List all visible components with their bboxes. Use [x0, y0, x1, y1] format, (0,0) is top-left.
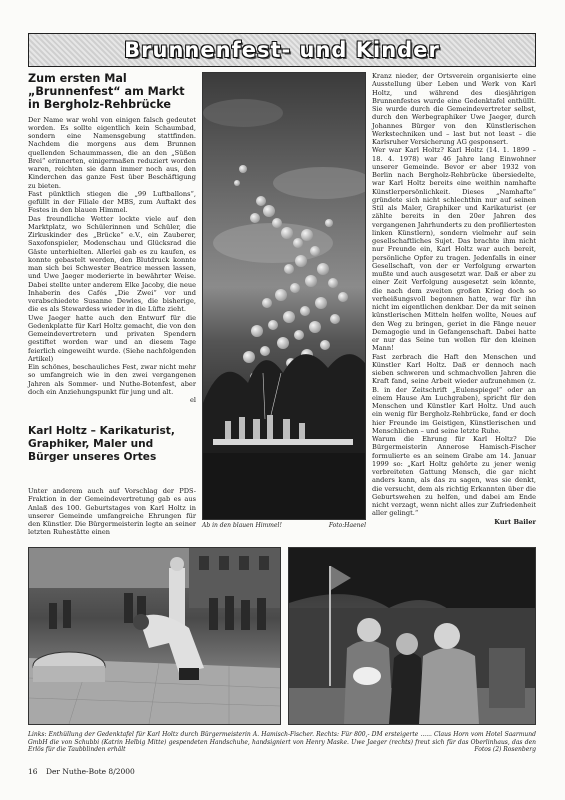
article1-headline: Zum ersten Mal „Brunnenfest“ am Markt in Bergholz-Rehbrücke: [28, 72, 185, 112]
banner-title: Brunnenfest- und Kinder: [124, 38, 440, 62]
auction-gloves-illustration: [289, 548, 535, 724]
article2-signature: Kurt Bailer: [494, 517, 536, 526]
publication-name: Der Nuthe-Bote 8/2000: [45, 767, 135, 776]
article1-paragraph: Der Name war wohl von einigen falsch gedeutet worden. Es sollte eigentlich kein Schaumbad, sondern eine Namensgebung stattfinden. Nachdem die morgens aus dem Brunnen quellenden Schaummassen, die an den „Süßen Brei“ erinnerten, einigermaßen reduziert worden waren, reichten sie dann immer noch aus, den Kinderchen das ganze Fest über Beschäftigung zu bieten.: [28, 115, 196, 190]
article1-paragraph: Ein schönes, beschauliches Fest, zwar nicht mehr so umfangreich wie in den zwei vergangenen Jahren als Sommer- und Nuthe-Botenfest, aber doch ein Anziehungspunkt für jung und alt.: [28, 363, 196, 396]
article1-paragraph: Uwe Jaeger hatte auch den Entwurf für die Gedenkplatte für Karl Holtz gemacht, die von den Gemeindevertretern und privaten Spendern gestiftet worden war und an diesem Tage feierlich eingeweiht wurde. (Siehe nachfolgenden Artikel): [28, 313, 196, 363]
article2-paragraph: Wer war Karl Holtz? Karl Holtz (14. 1. 1899 – 18. 4. 1978) war 46 Jahre lang Einwohner unserer Gemeinde. Bevor er aber 1932 von Berlin nach Bergholz-Rehbrücke übersiedelte, war Karl Holtz bereits eine weithin namhafte Künstlerpersönlichkeit. Dieses „Namhafte“ gründete sich nicht schlechthin nur auf seinen Stil als Maler, Graphiker und Karikaturist (er zählte bereits in den 20er Jahren des vergangenen Jahrhunderts zu den profiliertesten linken Künstlern), sondern vielmehr auf sein gesellschaftliches Sujet. Das brachte ihm nicht nur Freunde ein, Karl Holtz war auch bereit, persönliche Opfer zu tragen. Jedenfalls in einer Gesellschaft, von der er Verfolgung erwarten mußte und auch ausgesetzt war. Daß er aber zu einer Zeit Verfolgung ausgesetzt sein könnte, die nach dem zweiten großen Krieg doch so verheißungsvoll begonnen hatte, war für ihn nicht im eigentlichen denkbar. Der da mit seinen künstlerischen Mitteln helfen wollte, Neues auf den Weg zu bringen, geriet in die Fänge neuer Demagogie und in Gefangenschaft. Dabei hatte er nur das Seine tun wollen für den kleinen Mann!: [372, 146, 536, 353]
bottom-photos-caption: [28, 731, 536, 754]
article2-paragraph: Kranz nieder, der Ortsverein organisierte eine Ausstellung über Leben und Werk von Karl Holtz, und während des diesjährigen Brunnenfestes wurde eine Gedenktafel enthüllt. Sie wurde durch die Gemeindevertreter selbst, durch den Werbegraphiker Uwe Jaeger, durch Johannes Bürger von den Künstlerischen Werkstechniken und – last but not least – die Karlsruher Versicherung AG gesponsert.: [372, 72, 536, 146]
bottom-caption-text: Links: Enthüllung der Gedenktafel für Karl Holtz durch Bürgermeisterin A. Hamisch-Fischer. Rechts: Für 800,- DM ersteigerte ...... Claus Horn vom Hotel Saarmund GmbH die von Schubbi (Katrin Helbig Mitte) gespendeten Handschuhe, handsigniert von Henry Maske. Uwe Jaeger (rechts) freut sich für das Oberlinhaus, das den Erlös für die Taubblinden erhält: [28, 731, 536, 754]
page-footer: [28, 767, 141, 776]
balloons-photo-illustration: [203, 73, 365, 519]
balloons-caption-text: Ab in den blauen Himmel!: [202, 522, 282, 529]
plaque-unveiling-photo: [28, 547, 281, 725]
balloons-photo: [202, 72, 366, 520]
article-brunnenfest: [28, 72, 196, 404]
article2-body: [28, 487, 196, 537]
article1-paragraph: Das freundliche Wetter lockte viele auf den Marktplatz, wo Schülerinnen und Schüler, die Zirkuskinder des „Brücke“ e.V., ein Zauberer, Saxofonspieler, Modenschau und Glücksrad die Gäste unterhielten. Allerlei gab es zu kaufen, es konnte gebastelt werden, den Blutdruck konnte man sich bei Schwester Beatrice messen lassen, und Uwe Jaeger moderierte in bewährter Weise. Dabei stellte unter anderem Elke Jacoby, die neue Inhaberin des Cafés „Die Zwei“ vor und verabschiedete Susanne Dewies, die bisherige, die es als Stewardess wieder in die Lüfte zieht.: [28, 214, 196, 314]
article-karl-holtz-heading: [28, 425, 196, 470]
article2-headline: Karl Holtz – Karikaturist, Graphiker, Maler und Bürger unseres Ortes: [28, 425, 175, 463]
article1-signature: el: [189, 396, 196, 405]
section-banner: [28, 33, 536, 67]
page-number: 16: [28, 767, 38, 776]
article2-paragraph: Warum die Ehrung für Karl Holtz? Die Bürgermeisterin Annerose Hamisch-Fischer formulierte es an seinem Grabe am 14. Januar 1999 so: „Karl Holtz gehörte zu jener wenig verbreiteten Gattung Mensch, die gar nicht anders kann, als das zu sagen, was sie denkt, die versucht, dem als richtig Erkannten über die Geburtswehen zu helfen, und dabei am Ende nicht verzagt, wenn nicht alles zur Zufriedenheit aller gelingt.“: [372, 435, 536, 518]
article2-continuation: [372, 72, 536, 526]
plaque-unveiling-illustration: [29, 548, 280, 724]
balloons-caption: [202, 522, 366, 529]
article1-paragraph: Fast pünktlich stiegen die „99 Luftballons“, gefüllt in der Filiale der MBS, zum Auftakt des Festes in den blauen Himmel.: [28, 189, 196, 215]
balloons-caption-credit: Foto:Haenel: [328, 522, 366, 529]
article2-paragraph: Fast zerbrach die Haft den Menschen und Künstler Karl Holtz. Daß er dennoch nach sieben schweren und schmachvollen Jahren die Kraft fand, seine Arbeit wieder aufzunehmen (z. B. in der Zeitschrift „Eulenspiegel“ oder an einem Hause Am Luchgraben), spricht für den Menschen und Künstler Karl Holtz. Und auch ein wenig für Bergholz-Rehbrücke, fand er doch hier Freunde im Geistigen, Künstlerischen und Menschlichen – und seine letzte Ruhe.: [372, 352, 536, 435]
auction-gloves-photo: [288, 547, 536, 725]
article2-paragraph: Unter anderem auch auf Vorschlag der PDS-Fraktion in der Gemeindevertretung gab es aus Anlaß des 100. Geburtstages von Karl Holtz in unserer Gemeinde umfangreiche Ehrungen für den Künstler. Die Bürgermeisterin legte an seiner letzten Ruhestätte einen: [28, 487, 196, 537]
bottom-caption-credit: Fotos (2) Rosenberg: [474, 746, 536, 754]
